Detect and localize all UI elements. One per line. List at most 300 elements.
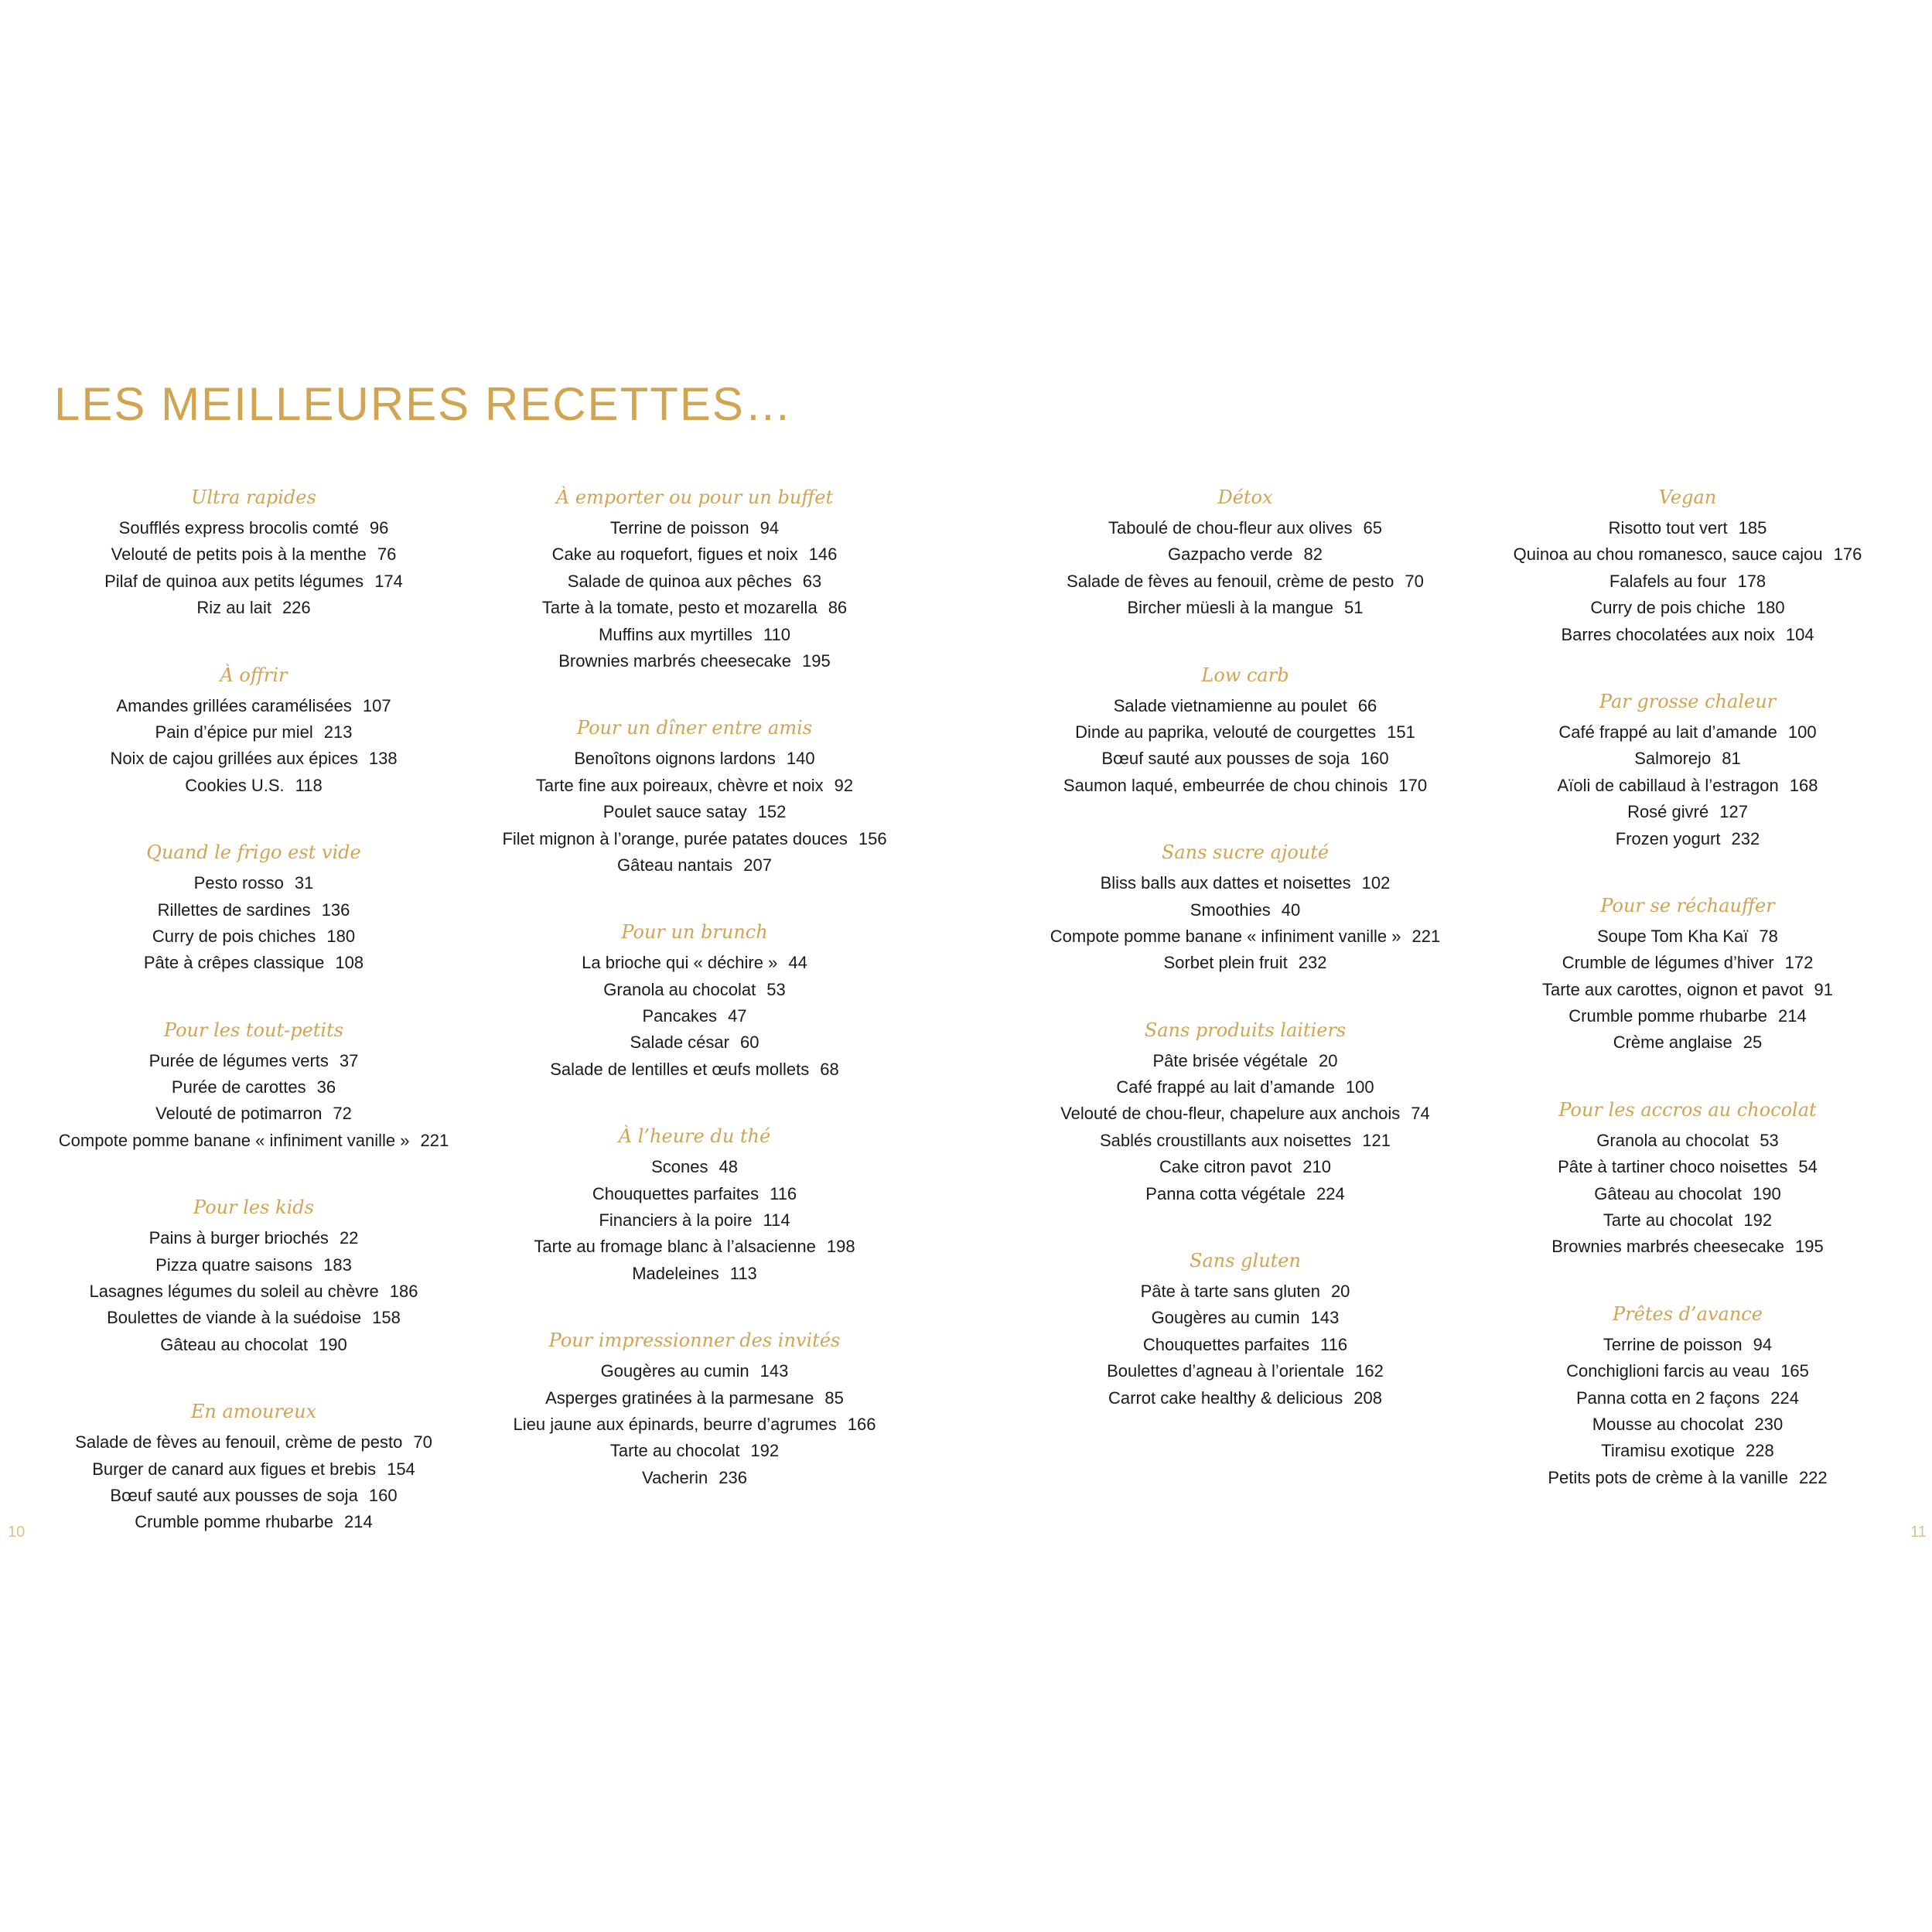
recipe-name: Panna cotta en 2 façons bbox=[1575, 1388, 1760, 1408]
section-heading: À emporter ou pour un buffet bbox=[555, 486, 834, 508]
recipe-entry bbox=[1005, 693, 1485, 719]
recipe-name: Bliss balls aux dattes et noisettes bbox=[1100, 873, 1351, 893]
recipe-entry bbox=[1005, 568, 1485, 595]
recipe-page-number: 154 bbox=[387, 1459, 415, 1479]
recipe-page-number: 170 bbox=[1398, 775, 1428, 795]
recipe-entry bbox=[455, 1261, 934, 1287]
recipe-column-1 bbox=[14, 484, 493, 1576]
recipe-entry bbox=[14, 719, 493, 746]
recipe-page-number: 221 bbox=[1411, 926, 1441, 946]
recipe-section bbox=[1005, 839, 1485, 977]
recipe-entry bbox=[1448, 950, 1927, 976]
recipe-name: Salade césar bbox=[630, 1033, 729, 1053]
recipe-name: Curry de pois chiches bbox=[152, 926, 316, 946]
recipe-entry bbox=[455, 1438, 934, 1464]
recipe-entry bbox=[455, 1234, 934, 1260]
recipe-name: Café frappé au lait d’amande bbox=[1558, 722, 1777, 742]
recipe-page-number: 224 bbox=[1770, 1388, 1799, 1408]
recipe-name: Compote pomme banane « infiniment vanille » bbox=[1050, 926, 1401, 946]
recipe-entry bbox=[455, 1358, 934, 1384]
recipe-page-number: 210 bbox=[1302, 1157, 1331, 1177]
recipe-entry bbox=[1448, 1438, 1927, 1464]
recipe-page-number: 160 bbox=[1360, 749, 1389, 769]
recipe-entry bbox=[1448, 746, 1927, 772]
recipe-name: Café frappé au lait d’amande bbox=[1116, 1077, 1335, 1097]
recipe-entry bbox=[14, 1252, 493, 1278]
recipe-entry bbox=[1448, 622, 1927, 648]
recipe-page-number: 37 bbox=[339, 1050, 359, 1070]
recipe-name: Rosé givré bbox=[1627, 802, 1709, 822]
recipe-page-number: 180 bbox=[326, 926, 356, 946]
recipe-name: Gougères au cumin bbox=[600, 1361, 749, 1381]
recipe-name: Pâte à crêpes classique bbox=[143, 953, 325, 973]
recipe-entry bbox=[455, 648, 934, 674]
recipe-entry bbox=[1448, 1332, 1927, 1358]
recipe-page-number: 76 bbox=[377, 544, 397, 565]
recipe-entry bbox=[1005, 1128, 1485, 1154]
section-heading: Vegan bbox=[1658, 486, 1717, 508]
section-heading: En amoureux bbox=[190, 1401, 317, 1423]
recipe-entry bbox=[1448, 1411, 1927, 1438]
recipe-entry bbox=[14, 746, 493, 772]
section-heading: Pour les accros au chocolat bbox=[1558, 1098, 1817, 1121]
recipe-name: Pizza quatre saisons bbox=[155, 1254, 313, 1275]
recipe-entry bbox=[14, 1074, 493, 1101]
recipe-name: Pains à burger briochés bbox=[148, 1228, 329, 1248]
recipe-entry bbox=[1448, 568, 1927, 595]
recipe-page-number: 127 bbox=[1719, 802, 1748, 822]
recipe-name: Pancakes bbox=[642, 1006, 718, 1026]
recipe-section bbox=[14, 662, 493, 800]
recipe-name: Velouté de petits pois à la menthe bbox=[111, 544, 367, 565]
recipe-page-number: 81 bbox=[1722, 749, 1741, 769]
recipe-entry bbox=[1005, 950, 1485, 976]
recipe-page-number: 156 bbox=[858, 828, 887, 848]
recipe-name: Filet mignon à l’orange, purée patates douces bbox=[502, 828, 848, 848]
recipe-entry bbox=[455, 1056, 934, 1083]
recipe-page-number: 65 bbox=[1363, 518, 1382, 538]
recipe-entry bbox=[1005, 1332, 1485, 1358]
recipe-name: Asperges gratinées à la parmesane bbox=[545, 1388, 814, 1408]
recipe-name: Gougères au cumin bbox=[1151, 1308, 1300, 1328]
recipe-page-number: 36 bbox=[316, 1077, 336, 1097]
recipe-section bbox=[1005, 1017, 1485, 1207]
recipe-page-number: 195 bbox=[802, 650, 831, 671]
recipe-page-number: 47 bbox=[728, 1006, 747, 1026]
recipe-name: Terrine de poisson bbox=[1603, 1334, 1743, 1354]
recipe-section bbox=[14, 484, 493, 622]
recipe-page-number: 100 bbox=[1345, 1077, 1374, 1097]
section-heading: Par grosse chaleur bbox=[1599, 690, 1777, 712]
recipe-entry bbox=[1005, 595, 1485, 621]
recipe-page-number: 185 bbox=[1738, 518, 1767, 538]
recipe-page-number: 91 bbox=[1814, 979, 1834, 999]
recipe-name: Rillettes de sardines bbox=[157, 899, 311, 920]
recipe-name: Salade de fèves au fenouil, crème de pesto bbox=[75, 1432, 403, 1452]
recipe-entry bbox=[1448, 1465, 1927, 1491]
recipe-name: Vacherin bbox=[642, 1467, 708, 1487]
recipe-name: Gâteau au chocolat bbox=[160, 1334, 309, 1354]
recipe-entry bbox=[1005, 746, 1485, 772]
recipe-entry bbox=[455, 1385, 934, 1411]
recipe-page-number: 51 bbox=[1344, 598, 1364, 618]
recipe-page-number: 178 bbox=[1737, 571, 1766, 591]
section-heading: Quand le frigo est vide bbox=[146, 841, 361, 864]
recipe-page-number: 172 bbox=[1784, 953, 1814, 973]
recipe-entry bbox=[455, 1003, 934, 1029]
recipe-entry bbox=[1448, 541, 1927, 568]
recipe-name: Smoothies bbox=[1190, 899, 1271, 920]
recipe-entry bbox=[1448, 719, 1927, 746]
recipe-page-number: 152 bbox=[757, 802, 787, 822]
recipe-page-number: 186 bbox=[389, 1282, 418, 1302]
recipe-name: Muffins aux myrtilles bbox=[599, 624, 753, 644]
recipe-page-number: 213 bbox=[323, 722, 353, 742]
recipe-name: Frozen yogurt bbox=[1615, 828, 1721, 848]
recipe-entry bbox=[1005, 1074, 1485, 1101]
recipe-page-number: 118 bbox=[295, 775, 323, 795]
recipe-page-number: 168 bbox=[1789, 775, 1818, 795]
recipe-column-3 bbox=[1005, 484, 1485, 1452]
recipe-page-number: 140 bbox=[786, 749, 815, 769]
recipe-name: Cake citron pavot bbox=[1159, 1157, 1292, 1177]
recipe-entry bbox=[1448, 773, 1927, 799]
recipe-section bbox=[455, 1327, 934, 1491]
recipe-page-number: 44 bbox=[788, 953, 807, 973]
recipe-name: Risotto tout vert bbox=[1608, 518, 1728, 538]
recipe-page-number: 136 bbox=[321, 899, 350, 920]
recipe-entry bbox=[14, 568, 493, 595]
recipe-name: Riz au lait bbox=[196, 598, 271, 618]
recipe-name: Sorbet plein fruit bbox=[1163, 953, 1288, 973]
page-title: LES MEILLEURES RECETTES… bbox=[54, 378, 793, 430]
recipe-name: Barres chocolatées aux noix bbox=[1561, 624, 1775, 644]
section-heading: Pour un brunch bbox=[621, 921, 768, 944]
recipe-page-number: 214 bbox=[1778, 1006, 1807, 1026]
recipe-page-number: 60 bbox=[739, 1033, 759, 1053]
recipe-name: Chouquettes parfaites bbox=[1142, 1334, 1310, 1354]
recipe-page-number: 110 bbox=[763, 624, 790, 644]
recipe-page-number: 116 bbox=[770, 1183, 797, 1203]
recipe-name: Tarte au chocolat bbox=[609, 1441, 740, 1461]
recipe-page-number: 162 bbox=[1355, 1361, 1384, 1381]
recipe-name: Boulettes d’agneau à l’orientale bbox=[1107, 1361, 1345, 1381]
recipe-entry bbox=[14, 870, 493, 896]
recipe-page-number: 236 bbox=[719, 1467, 747, 1487]
recipe-entry bbox=[1448, 799, 1927, 825]
recipe-entry bbox=[1005, 515, 1485, 541]
recipe-page-number: 82 bbox=[1303, 544, 1323, 565]
recipe-entry bbox=[455, 1411, 934, 1438]
recipe-name: Pâte à tarte sans gluten bbox=[1140, 1282, 1320, 1302]
recipe-page-number: 53 bbox=[766, 979, 786, 999]
recipe-page-number: 143 bbox=[759, 1361, 789, 1381]
recipe-entry bbox=[1005, 1181, 1485, 1207]
recipe-section bbox=[1448, 688, 1927, 852]
recipe-entry bbox=[1005, 773, 1485, 799]
recipe-name: Granola au chocolat bbox=[603, 979, 756, 999]
recipe-name: Cookies U.S. bbox=[185, 775, 285, 795]
recipe-page-number: 195 bbox=[1795, 1237, 1824, 1257]
recipe-name: Dinde au paprika, velouté de courgettes bbox=[1075, 722, 1377, 742]
recipe-entry bbox=[455, 568, 934, 595]
recipe-entry bbox=[1005, 1385, 1485, 1411]
recipe-page-number: 48 bbox=[719, 1157, 738, 1177]
recipe-page-number: 104 bbox=[1785, 624, 1814, 644]
recipe-page-number: 102 bbox=[1361, 873, 1391, 893]
recipe-entry bbox=[1005, 1154, 1485, 1180]
recipe-name: Soupe Tom Kha Kaï bbox=[1597, 926, 1749, 946]
recipe-page-number: 96 bbox=[369, 518, 389, 538]
recipe-entry bbox=[1448, 977, 1927, 1003]
recipe-page-number: 183 bbox=[323, 1254, 352, 1275]
recipe-column-2 bbox=[455, 484, 934, 1531]
recipe-name: Poulet sauce satay bbox=[602, 802, 747, 822]
recipe-name: Salade de fèves au fenouil, crème de pesto bbox=[1067, 571, 1394, 591]
recipe-name: Pâte à tartiner choco noisettes bbox=[1558, 1157, 1788, 1177]
recipe-page-number: 138 bbox=[368, 749, 398, 769]
recipe-name: Compote pomme banane « infiniment vanille » bbox=[58, 1130, 410, 1150]
recipe-entry bbox=[455, 746, 934, 772]
recipe-entry bbox=[455, 1207, 934, 1234]
recipe-name: Amandes grillées caramélisées bbox=[116, 695, 352, 715]
recipe-entry bbox=[1448, 923, 1927, 950]
recipe-page-number: 226 bbox=[282, 598, 311, 618]
recipe-entry bbox=[1448, 1385, 1927, 1411]
recipe-page-number: 232 bbox=[1731, 828, 1760, 848]
recipe-name: Boulettes de viande à la suédoise bbox=[107, 1308, 362, 1328]
recipe-page-number: 228 bbox=[1746, 1441, 1774, 1461]
recipe-entry bbox=[1448, 515, 1927, 541]
recipe-page-number: 166 bbox=[847, 1414, 876, 1434]
recipe-page-number: 208 bbox=[1353, 1388, 1382, 1408]
recipe-entry bbox=[14, 693, 493, 719]
recipe-page-number: 151 bbox=[1387, 722, 1415, 742]
recipe-section bbox=[1005, 662, 1485, 800]
recipe-entry bbox=[1448, 1003, 1927, 1029]
recipe-name: Terrine de poisson bbox=[609, 518, 749, 538]
recipe-section bbox=[14, 839, 493, 977]
recipe-section bbox=[1448, 484, 1927, 648]
recipe-entry bbox=[14, 595, 493, 621]
recipe-name: Carrot cake healthy & delicious bbox=[1108, 1388, 1343, 1408]
recipe-section bbox=[1448, 1097, 1927, 1261]
recipe-page-number: 192 bbox=[750, 1441, 780, 1461]
recipe-entry bbox=[14, 773, 493, 799]
recipe-page-number: 158 bbox=[372, 1308, 401, 1328]
recipe-name: Madeleines bbox=[632, 1263, 719, 1283]
recipe-name: Pain d’épice pur miel bbox=[155, 722, 313, 742]
recipe-section bbox=[1005, 484, 1485, 622]
recipe-name: Sablés croustillants aux noisettes bbox=[1099, 1130, 1352, 1150]
recipe-section bbox=[1448, 1301, 1927, 1491]
recipe-page-number: 85 bbox=[824, 1388, 844, 1408]
recipe-name: Pilaf de quinoa aux petits légumes bbox=[104, 571, 364, 591]
section-heading: Ultra rapides bbox=[191, 486, 316, 508]
recipe-name: Brownies marbrés cheesecake bbox=[1551, 1237, 1785, 1257]
recipe-name: Bœuf sauté aux pousses de soja bbox=[110, 1485, 358, 1505]
recipe-entry bbox=[14, 1101, 493, 1127]
recipe-page-number: 94 bbox=[759, 518, 780, 538]
recipe-entry bbox=[1005, 719, 1485, 746]
recipe-page-number: 207 bbox=[743, 855, 772, 875]
recipe-entry bbox=[1005, 541, 1485, 568]
recipe-name: Tarte à la tomate, pesto et mozarella bbox=[541, 598, 818, 618]
recipe-name: Curry de pois chiche bbox=[1590, 598, 1746, 618]
recipe-name: Noix de cajou grillées aux épices bbox=[110, 749, 358, 769]
section-heading: Détox bbox=[1217, 486, 1273, 508]
section-heading: Pour les kids bbox=[193, 1196, 314, 1219]
recipe-section bbox=[1448, 893, 1927, 1056]
recipe-entry bbox=[14, 1483, 493, 1509]
recipe-name: Lieu jaune aux épinards, beurre d’agrumes bbox=[513, 1414, 837, 1434]
recipe-page-number: 22 bbox=[339, 1228, 359, 1248]
recipe-section bbox=[455, 1123, 934, 1287]
recipe-page-number: 25 bbox=[1743, 1033, 1763, 1053]
recipe-name: Salade de quinoa aux pêches bbox=[567, 571, 792, 591]
recipe-entry bbox=[1005, 1101, 1485, 1127]
recipe-page-number: 70 bbox=[413, 1432, 432, 1452]
recipe-section bbox=[1005, 1248, 1485, 1411]
recipe-section bbox=[14, 1194, 493, 1358]
recipe-name: Petits pots de crème à la vanille bbox=[1548, 1467, 1788, 1487]
recipe-page-number: 20 bbox=[1319, 1050, 1338, 1070]
recipe-page-number: 116 bbox=[1320, 1334, 1348, 1354]
recipe-entry bbox=[1448, 826, 1927, 852]
recipe-entry bbox=[14, 1332, 493, 1358]
recipe-page-number: 54 bbox=[1798, 1157, 1818, 1177]
section-heading: Low carb bbox=[1201, 664, 1289, 686]
recipe-name: Salade vietnamienne au poulet bbox=[1113, 695, 1347, 715]
page-number-right: 11 bbox=[1910, 1524, 1927, 1541]
recipe-page-number: 160 bbox=[368, 1485, 398, 1505]
recipe-page-number: 92 bbox=[834, 775, 854, 795]
recipe-entry bbox=[455, 1181, 934, 1207]
recipe-name: Crème anglaise bbox=[1613, 1033, 1732, 1053]
recipe-entry bbox=[14, 1456, 493, 1483]
recipe-page-number: 190 bbox=[1753, 1183, 1781, 1203]
recipe-name: Taboulé de chou-fleur aux olives bbox=[1108, 518, 1353, 538]
recipe-page-number: 66 bbox=[1357, 695, 1377, 715]
recipe-name: Gâteau au chocolat bbox=[1594, 1183, 1743, 1203]
recipe-name: Falafels au four bbox=[1609, 571, 1727, 591]
recipe-name: Velouté de chou-fleur, chapelure aux anchois bbox=[1060, 1104, 1401, 1124]
recipe-name: Aïoli de cabillaud à l’estragon bbox=[1557, 775, 1779, 795]
recipe-entry bbox=[14, 541, 493, 568]
recipe-entry bbox=[14, 1278, 493, 1305]
recipe-entry bbox=[1005, 923, 1485, 950]
recipe-page-number: 40 bbox=[1281, 899, 1301, 920]
recipe-page-number: 86 bbox=[828, 598, 848, 618]
recipe-entry bbox=[14, 1128, 493, 1154]
recipe-name: Gâteau nantais bbox=[617, 855, 733, 875]
recipe-page-number: 68 bbox=[820, 1059, 839, 1079]
section-heading: Prêtes d’avance bbox=[1613, 1302, 1763, 1325]
recipe-page-number: 221 bbox=[420, 1130, 449, 1150]
recipe-entry bbox=[1005, 1358, 1485, 1384]
recipe-entry bbox=[455, 950, 934, 976]
recipe-entry bbox=[1448, 1207, 1927, 1234]
recipe-page-number: 114 bbox=[763, 1210, 790, 1231]
recipe-name: Bircher müesli à la mangue bbox=[1127, 598, 1334, 618]
recipe-name: Crumble de légumes d’hiver bbox=[1562, 953, 1774, 973]
recipe-entry bbox=[455, 541, 934, 568]
recipe-section bbox=[14, 1017, 493, 1155]
section-heading: À offrir bbox=[220, 664, 288, 686]
recipe-page-number: 78 bbox=[1759, 926, 1778, 946]
recipe-page-number: 31 bbox=[294, 873, 314, 893]
recipe-name: La brioche qui « déchire » bbox=[582, 953, 778, 973]
recipe-name: Velouté de potimarron bbox=[155, 1104, 323, 1124]
recipe-section bbox=[455, 484, 934, 674]
recipe-entry bbox=[455, 622, 934, 648]
recipe-name: Tarte au chocolat bbox=[1603, 1210, 1733, 1231]
recipe-name: Brownies marbrés cheesecake bbox=[558, 650, 792, 671]
recipe-page-number: 180 bbox=[1756, 598, 1785, 618]
recipe-page-number: 143 bbox=[1310, 1308, 1340, 1328]
recipe-page-number: 121 bbox=[1362, 1130, 1391, 1150]
recipe-entry bbox=[455, 799, 934, 825]
recipe-name: Tarte fine aux poireaux, chèvre et noix bbox=[535, 775, 824, 795]
recipe-entry bbox=[455, 773, 934, 799]
recipe-entry bbox=[14, 1509, 493, 1535]
recipe-page-number: 107 bbox=[362, 695, 391, 715]
page-number-left: 10 bbox=[8, 1524, 26, 1541]
recipe-page-number: 146 bbox=[808, 544, 838, 565]
recipe-page-number: 63 bbox=[802, 571, 822, 591]
recipe-entry bbox=[1005, 1278, 1485, 1305]
recipe-page-number: 176 bbox=[1833, 544, 1862, 565]
recipe-name: Pesto rosso bbox=[193, 873, 284, 893]
recipe-name: Chouquettes parfaites bbox=[592, 1183, 759, 1203]
recipe-page-number: 74 bbox=[1411, 1104, 1430, 1124]
recipe-name: Benoîtons oignons lardons bbox=[574, 749, 776, 769]
recipe-entry bbox=[455, 1154, 934, 1180]
recipe-entry bbox=[1448, 1234, 1927, 1260]
recipe-name: Pâte brisée végétale bbox=[1152, 1050, 1309, 1070]
recipe-name: Gazpacho verde bbox=[1168, 544, 1293, 565]
recipe-section bbox=[455, 919, 934, 1083]
recipe-name: Tarte au fromage blanc à l’alsacienne bbox=[534, 1237, 816, 1257]
recipe-entry bbox=[14, 923, 493, 950]
recipe-name: Tarte aux carottes, oignon et pavot bbox=[1541, 979, 1804, 999]
section-heading: Pour un dîner entre amis bbox=[576, 717, 813, 739]
recipe-entry bbox=[14, 1429, 493, 1456]
recipe-page-number: 72 bbox=[333, 1104, 352, 1124]
recipe-entry bbox=[455, 977, 934, 1003]
recipe-name: Purée de légumes verts bbox=[148, 1050, 329, 1070]
recipe-page-number: 214 bbox=[344, 1512, 373, 1532]
recipe-page-number: 192 bbox=[1743, 1210, 1773, 1231]
recipe-column-4 bbox=[1448, 484, 1927, 1531]
recipe-entry bbox=[455, 826, 934, 852]
recipe-name: Bœuf sauté aux pousses de soja bbox=[1101, 749, 1350, 769]
section-heading: Sans produits laitiers bbox=[1144, 1019, 1347, 1041]
recipe-page-number: 232 bbox=[1298, 953, 1327, 973]
recipe-entry bbox=[455, 515, 934, 541]
recipe-name: Burger de canard aux figues et brebis bbox=[92, 1459, 377, 1479]
recipe-page-number: 190 bbox=[319, 1334, 347, 1354]
section-heading: Sans sucre ajouté bbox=[1161, 841, 1330, 864]
recipe-page-number: 70 bbox=[1405, 571, 1424, 591]
recipe-entry bbox=[14, 515, 493, 541]
recipe-page-number: 165 bbox=[1780, 1361, 1809, 1381]
recipe-entry bbox=[1005, 1048, 1485, 1074]
recipe-entry bbox=[455, 1465, 934, 1491]
recipe-entry bbox=[1005, 1305, 1485, 1331]
recipe-page-number: 108 bbox=[335, 953, 364, 973]
recipe-name: Saumon laqué, embeurrée de chou chinois bbox=[1063, 775, 1388, 795]
